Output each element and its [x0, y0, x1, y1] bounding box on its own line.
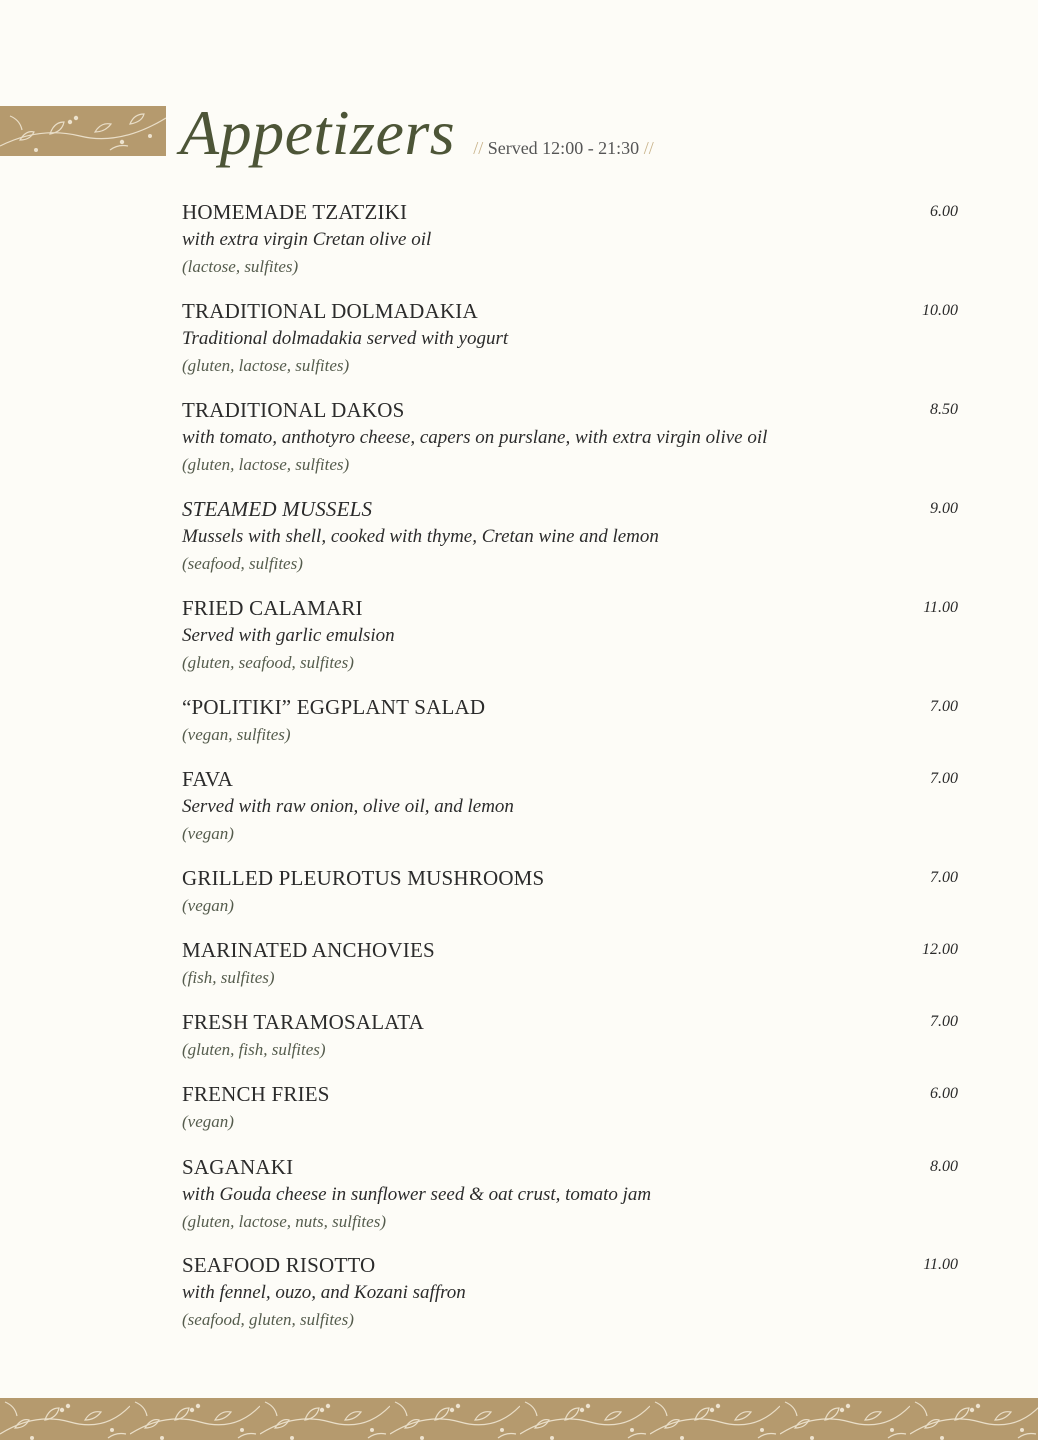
- item-description: Served with garlic emulsion: [182, 625, 395, 646]
- item-price: 6.00: [930, 203, 958, 220]
- menu-item: [182, 693, 958, 748]
- leaf-pattern-icon: [0, 1398, 1038, 1440]
- item-name: FRENCH FRIES: [182, 1082, 330, 1106]
- item-price: 7.00: [930, 1013, 958, 1030]
- decorative-leaf-band: [0, 106, 166, 156]
- menu-item: [182, 198, 958, 280]
- item-allergens: (vegan): [182, 824, 234, 843]
- item-allergens: (gluten, lactose, sulfites): [182, 455, 350, 474]
- item-price: 9.00: [930, 500, 958, 517]
- item-name: FRIED CALAMARI: [182, 596, 363, 620]
- item-price: 10.00: [922, 302, 958, 319]
- item-price: 8.00: [930, 1158, 958, 1175]
- item-name: FRESH TARAMOSALATA: [182, 1010, 424, 1034]
- service-slash-open: //: [473, 138, 484, 158]
- section-title: Appetizers: [180, 97, 456, 168]
- decorative-footer-band: [0, 1398, 1038, 1440]
- item-description: with extra virgin Cretan olive oil: [182, 229, 432, 250]
- service-slash-close: //: [643, 138, 654, 158]
- item-allergens: (gluten, fish, sulfites): [182, 1040, 326, 1059]
- item-description: with tomato, anthotyro cheese, capers on purslane, with extra virgin olive oil: [182, 427, 768, 448]
- item-price: 7.00: [930, 698, 958, 715]
- leaf-pattern-icon: [0, 106, 166, 156]
- service-hours-text: Served 12:00 - 21:30: [487, 138, 640, 158]
- item-allergens: (vegan): [182, 896, 234, 915]
- item-description: Traditional dolmadakia served with yogurt: [182, 328, 509, 349]
- service-hours: [473, 138, 654, 159]
- menu-item: [182, 1153, 958, 1235]
- item-name: STEAMED MUSSELS: [182, 497, 373, 521]
- item-name: MARINATED ANCHOVIES: [182, 938, 435, 962]
- item-name: SAGANAKI: [182, 1155, 294, 1179]
- item-allergens: (gluten, lactose, nuts, sulfites): [182, 1212, 386, 1231]
- item-price: 12.00: [922, 941, 958, 958]
- item-description: Mussels with shell, cooked with thyme, Cretan wine and lemon: [182, 526, 659, 547]
- menu-item: [182, 864, 958, 919]
- item-allergens: (gluten, seafood, sulfites): [182, 653, 354, 672]
- item-description: with Gouda cheese in sunflower seed & oat crust, tomato jam: [182, 1184, 652, 1205]
- menu-item: [182, 1251, 958, 1333]
- section-header: [180, 88, 654, 178]
- item-name: SEAFOOD RISOTTO: [182, 1253, 376, 1277]
- item-allergens: (lactose, sulfites): [182, 257, 299, 276]
- item-name: HOMEMADE TZATZIKI: [182, 200, 408, 224]
- menu-item: [182, 297, 958, 379]
- item-allergens: (gluten, lactose, sulfites): [182, 356, 350, 375]
- item-allergens: (vegan, sulfites): [182, 725, 291, 744]
- item-name: GRILLED PLEUROTUS MUSHROOMS: [182, 866, 545, 890]
- menu-item: [182, 765, 958, 847]
- item-name: TRADITIONAL DOLMADAKIA: [182, 299, 478, 323]
- item-allergens: (fish, sulfites): [182, 968, 275, 987]
- item-name: “POLITIKI” EGGPLANT SALAD: [182, 695, 486, 719]
- item-allergens: (vegan): [182, 1112, 234, 1131]
- menu-item: [182, 1008, 958, 1063]
- item-description: Served with raw onion, olive oil, and lemon: [182, 796, 514, 817]
- item-allergens: (seafood, gluten, sulfites): [182, 1310, 354, 1329]
- menu-item: [182, 1080, 958, 1135]
- item-allergens: (seafood, sulfites): [182, 554, 303, 573]
- item-name: FAVA: [182, 767, 234, 791]
- item-description: with fennel, ouzo, and Kozani saffron: [182, 1282, 466, 1303]
- menu-item: [182, 495, 958, 577]
- item-price: 7.00: [930, 869, 958, 886]
- menu-item: [182, 936, 958, 991]
- item-price: 7.00: [930, 770, 958, 787]
- item-price: 11.00: [923, 599, 958, 616]
- menu-item: [182, 396, 958, 478]
- item-price: 11.00: [923, 1256, 958, 1273]
- item-name: TRADITIONAL DAKOS: [182, 398, 405, 422]
- menu-item: [182, 594, 958, 676]
- item-price: 8.50: [930, 401, 958, 418]
- item-price: 6.00: [930, 1085, 958, 1102]
